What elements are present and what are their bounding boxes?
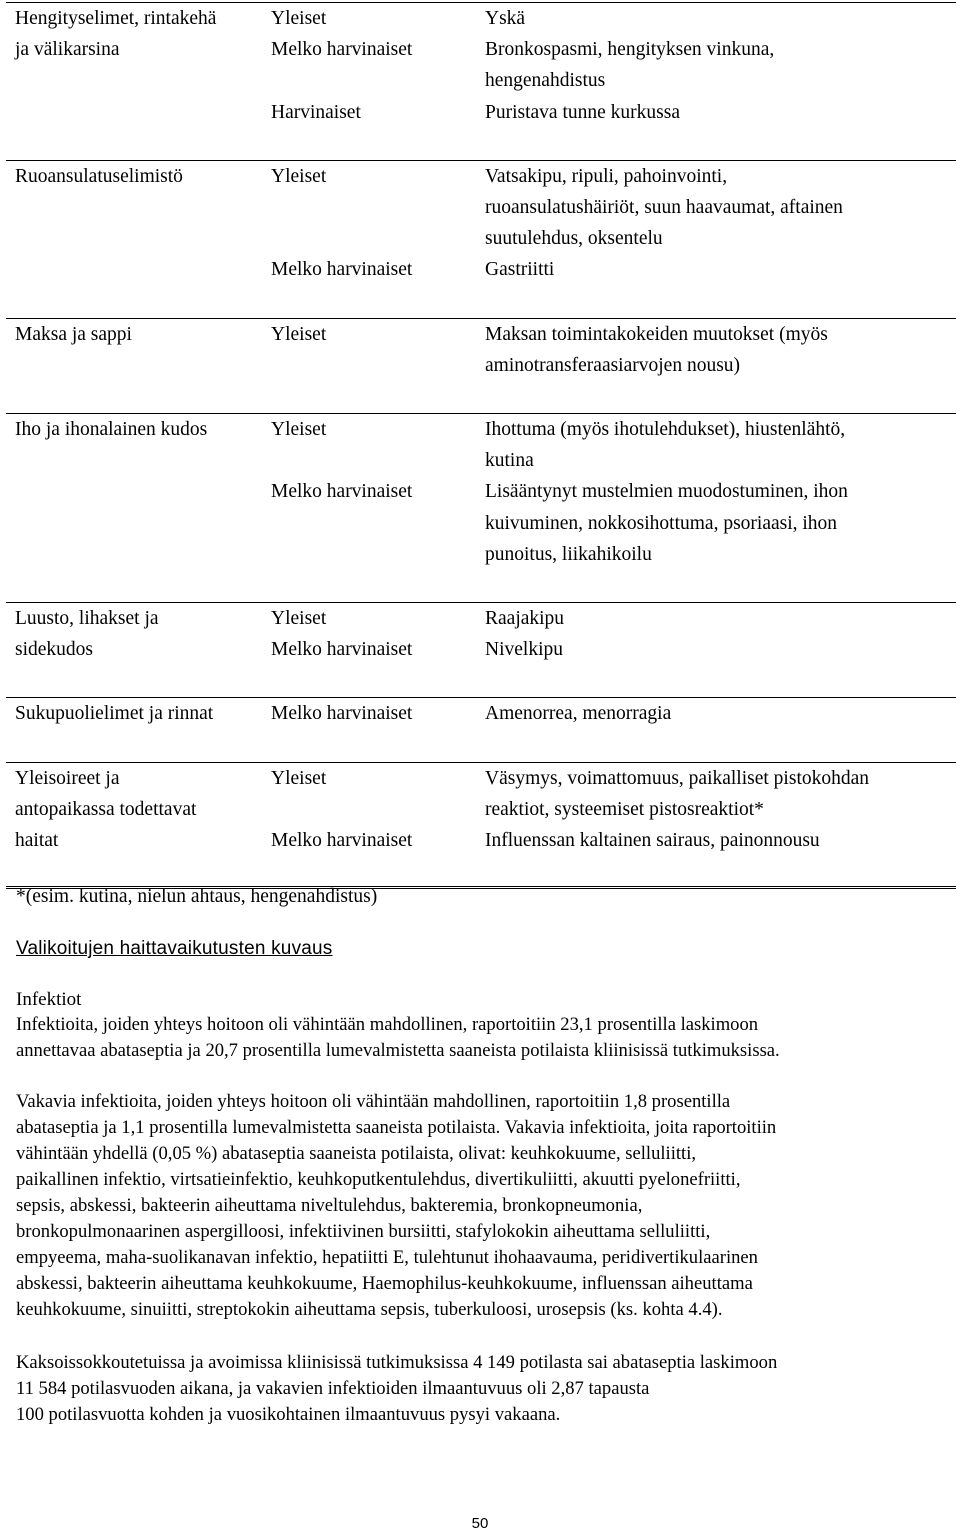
frequency-cell bbox=[271, 603, 485, 698]
organ-class-text: Hengityselimet, rintakehä bbox=[15, 8, 217, 29]
paragraph-line: sepsis, abskessi, bakteerin aiheuttama niveltulehdus, bakteremia, bronkopneumonia, bbox=[16, 1195, 643, 1216]
paragraph-line: Infektioita, joiden yhteys hoitoon oli vähintään mahdollinen, raportoitiin 23,1 prosentilla laskimoon bbox=[16, 1014, 759, 1035]
organ-class-text: sidekudos bbox=[15, 639, 93, 661]
organ-class-text: Yleisoireet ja bbox=[15, 767, 120, 789]
paragraph-3 bbox=[16, 1350, 956, 1428]
organ-class-text: Luusto, lihakset ja bbox=[15, 608, 159, 630]
adverse-reaction-cell bbox=[485, 414, 956, 603]
organ-class-text: Ruoansulatuselimistö bbox=[15, 165, 183, 187]
adverse-reaction-text: ruoansulatushäiriöt, suun haavaumat, aftainen bbox=[485, 197, 843, 219]
frequency-cell bbox=[271, 414, 485, 603]
organ-class-cell bbox=[6, 698, 271, 762]
table-row bbox=[6, 698, 956, 762]
adverse-reaction-text: Influenssan kaltainen sairaus, painonnousu bbox=[485, 830, 820, 852]
frequency-text: Harvinaiset bbox=[271, 101, 361, 123]
adverse-reaction-cell bbox=[485, 698, 956, 762]
frequency-text: Melko harvinaiset bbox=[271, 481, 413, 503]
adverse-reaction-text: Nivelkipu bbox=[485, 639, 563, 661]
frequency-text: Yleiset bbox=[271, 419, 327, 441]
frequency-spacer bbox=[271, 508, 485, 539]
subheading-infections: Infektiot bbox=[16, 989, 82, 1010]
adverse-reaction-text: Ihottuma (myös ihotulehdukset), hiustenlähtö, bbox=[485, 419, 846, 441]
organ-class-cell bbox=[6, 603, 271, 698]
frequency-spacer bbox=[271, 539, 485, 570]
frequency-text: Melko harvinaiset bbox=[271, 830, 413, 852]
paragraph-line: paikallinen infektio, virtsatieinfektio, keuhkoputkentulehdus, divertikuliitti, akuutti pyelonefriitti, bbox=[16, 1169, 741, 1190]
frequency-text: Yleiset bbox=[271, 767, 327, 789]
adverse-reaction-text: Puristava tunne kurkussa bbox=[485, 101, 680, 123]
frequency-text: Melko harvinaiset bbox=[271, 259, 413, 281]
adverse-reaction-text: Amenorrea, menorragia bbox=[485, 703, 672, 725]
frequency-spacer bbox=[271, 445, 485, 476]
frequency-spacer bbox=[271, 350, 485, 381]
organ-class-cell bbox=[6, 3, 271, 161]
organ-class-cell bbox=[6, 762, 271, 888]
frequency-text: Melko harvinaiset bbox=[271, 39, 413, 61]
adverse-reaction-text: suutulehdus, oksentelu bbox=[485, 228, 663, 250]
adverse-reaction-cell bbox=[485, 3, 956, 161]
frequency-text: Yleiset bbox=[271, 608, 327, 630]
adverse-reaction-text: Maksan toimintakokeiden muutokset (myös bbox=[485, 323, 828, 345]
table-row bbox=[6, 318, 956, 413]
frequency-text: Yleiset bbox=[271, 323, 327, 345]
paragraph-line: annettavaa abataseptia ja 20,7 prosentilla lumevalmistetta saaneista potilaista kliinisissä tutkimuksissa. bbox=[16, 1040, 780, 1061]
adverse-reaction-text: Raajakipu bbox=[485, 608, 565, 630]
adverse-reactions-table bbox=[6, 2, 956, 889]
table-row bbox=[6, 762, 956, 888]
table-body bbox=[6, 3, 956, 888]
frequency-cell bbox=[271, 3, 485, 161]
organ-class-text: Sukupuolielimet ja rinnat bbox=[15, 703, 214, 725]
paragraph-line: Kaksoissokkoutetuissa ja avoimissa kliinisissä tutkimuksissa 4 149 potilasta sai abataseptia laskimoon bbox=[16, 1352, 778, 1373]
frequency-spacer bbox=[271, 192, 485, 223]
organ-class-text: antopaikassa todettavat bbox=[15, 798, 197, 820]
paragraph-line: vähintään yhdellä (0,05 %) abataseptia saaneista potilaista, olivat: keuhkokuume, selluliitti, bbox=[16, 1143, 697, 1164]
organ-class-text: haitat bbox=[15, 830, 59, 852]
organ-class-text: ja välikarsina bbox=[15, 39, 120, 61]
frequency-text: Yleiset bbox=[271, 165, 327, 187]
organ-class-cell bbox=[6, 318, 271, 413]
organ-class-cell bbox=[6, 414, 271, 603]
paragraph-line: abataseptia ja 1,1 prosentilla lumevalmistetta saaneista potilaista. Vakavia infektioita, joita raportoitiin bbox=[16, 1117, 777, 1138]
paragraph-line: Vakavia infektioita, joiden yhteys hoitoon oli vähintään mahdollinen, raportoitiin 1,8 prosentilla bbox=[16, 1091, 731, 1112]
table-row bbox=[6, 160, 956, 318]
adverse-reaction-text: Yskä bbox=[485, 8, 526, 29]
paragraph-2 bbox=[16, 1089, 956, 1323]
adverse-reaction-cell bbox=[485, 762, 956, 888]
adverse-reaction-text: Bronkospasmi, hengityksen vinkuna, bbox=[485, 39, 775, 61]
organ-class-text: Maksa ja sappi bbox=[15, 323, 132, 345]
frequency-spacer bbox=[271, 794, 485, 825]
paragraph-line: abskessi, bakteerin aiheuttama keuhkokuume, Haemophilus-keuhkokuume, influenssan aiheuttama bbox=[16, 1273, 753, 1294]
frequency-text: Melko harvinaiset bbox=[271, 703, 413, 725]
paragraph-line: empyeema, maha-suolikanavan infektio, hepatiitti E, tulehtunut ihohaavauma, peridivertikulaarinen bbox=[16, 1247, 758, 1268]
frequency-text: Melko harvinaiset bbox=[271, 639, 413, 661]
table-row bbox=[6, 414, 956, 603]
frequency-cell bbox=[271, 762, 485, 888]
frequency-spacer bbox=[271, 223, 485, 254]
adverse-reaction-text: kutina bbox=[485, 450, 534, 472]
frequency-spacer bbox=[271, 65, 485, 96]
frequency-cell bbox=[271, 160, 485, 318]
adverse-reaction-cell bbox=[485, 318, 956, 413]
organ-class-text: Iho ja ihonalainen kudos bbox=[15, 419, 208, 441]
adverse-reaction-text: punoitus, liikahikoilu bbox=[485, 543, 652, 565]
adverse-reaction-cell bbox=[485, 603, 956, 698]
adverse-reaction-text: Vatsakipu, ripuli, pahoinvointi, bbox=[485, 165, 728, 187]
paragraph-1 bbox=[16, 1012, 956, 1064]
frequency-cell bbox=[271, 698, 485, 762]
paragraph-line: 100 potilasvuotta kohden ja vuosikohtainen ilmaantuvuus pysyi vakaana. bbox=[16, 1404, 561, 1425]
section-heading: Valikoitujen haittavaikutusten kuvaus bbox=[16, 938, 333, 959]
table-row bbox=[6, 603, 956, 698]
adverse-reaction-text: reaktiot, systeemiset pistosreaktiot* bbox=[485, 798, 764, 820]
table-row bbox=[6, 3, 956, 161]
frequency-text: Yleiset bbox=[271, 8, 327, 29]
adverse-reaction-text: Väsymys, voimattomuus, paikalliset pistokohdan bbox=[485, 767, 870, 789]
page-number: 50 bbox=[471, 1515, 489, 1532]
adverse-reaction-cell bbox=[485, 160, 956, 318]
organ-class-cell bbox=[6, 160, 271, 318]
paragraph-line: 11 584 potilasvuoden aikana, ja vakavien infektioiden ilmaantuvuus oli 2,87 tapausta bbox=[16, 1378, 650, 1399]
adverse-reaction-text: Lisääntynyt mustelmien muodostuminen, ihon bbox=[485, 481, 848, 503]
adverse-reaction-text: kuivuminen, nokkosihottuma, psoriaasi, ihon bbox=[485, 512, 838, 534]
adverse-reaction-text: hengenahdistus bbox=[485, 70, 606, 92]
paragraph-line: bronkopulmonaarinen aspergilloosi, infektiivinen bursiitti, stafylokokin aiheuttama selluliitti, bbox=[16, 1221, 711, 1242]
adverse-reaction-text: aminotransferaasiarvojen nousu) bbox=[485, 354, 741, 376]
adverse-reaction-text: Gastriitti bbox=[485, 259, 555, 281]
paragraph-line: keuhkokuume, sinuiitti, streptokokin aiheuttama sepsis, tuberkuloosi, urosepsis (ks. kohta 4.4). bbox=[16, 1299, 723, 1320]
footnote: *(esim. kutina, nielun ahtaus, hengenahdistus) bbox=[16, 886, 378, 907]
frequency-cell bbox=[271, 318, 485, 413]
